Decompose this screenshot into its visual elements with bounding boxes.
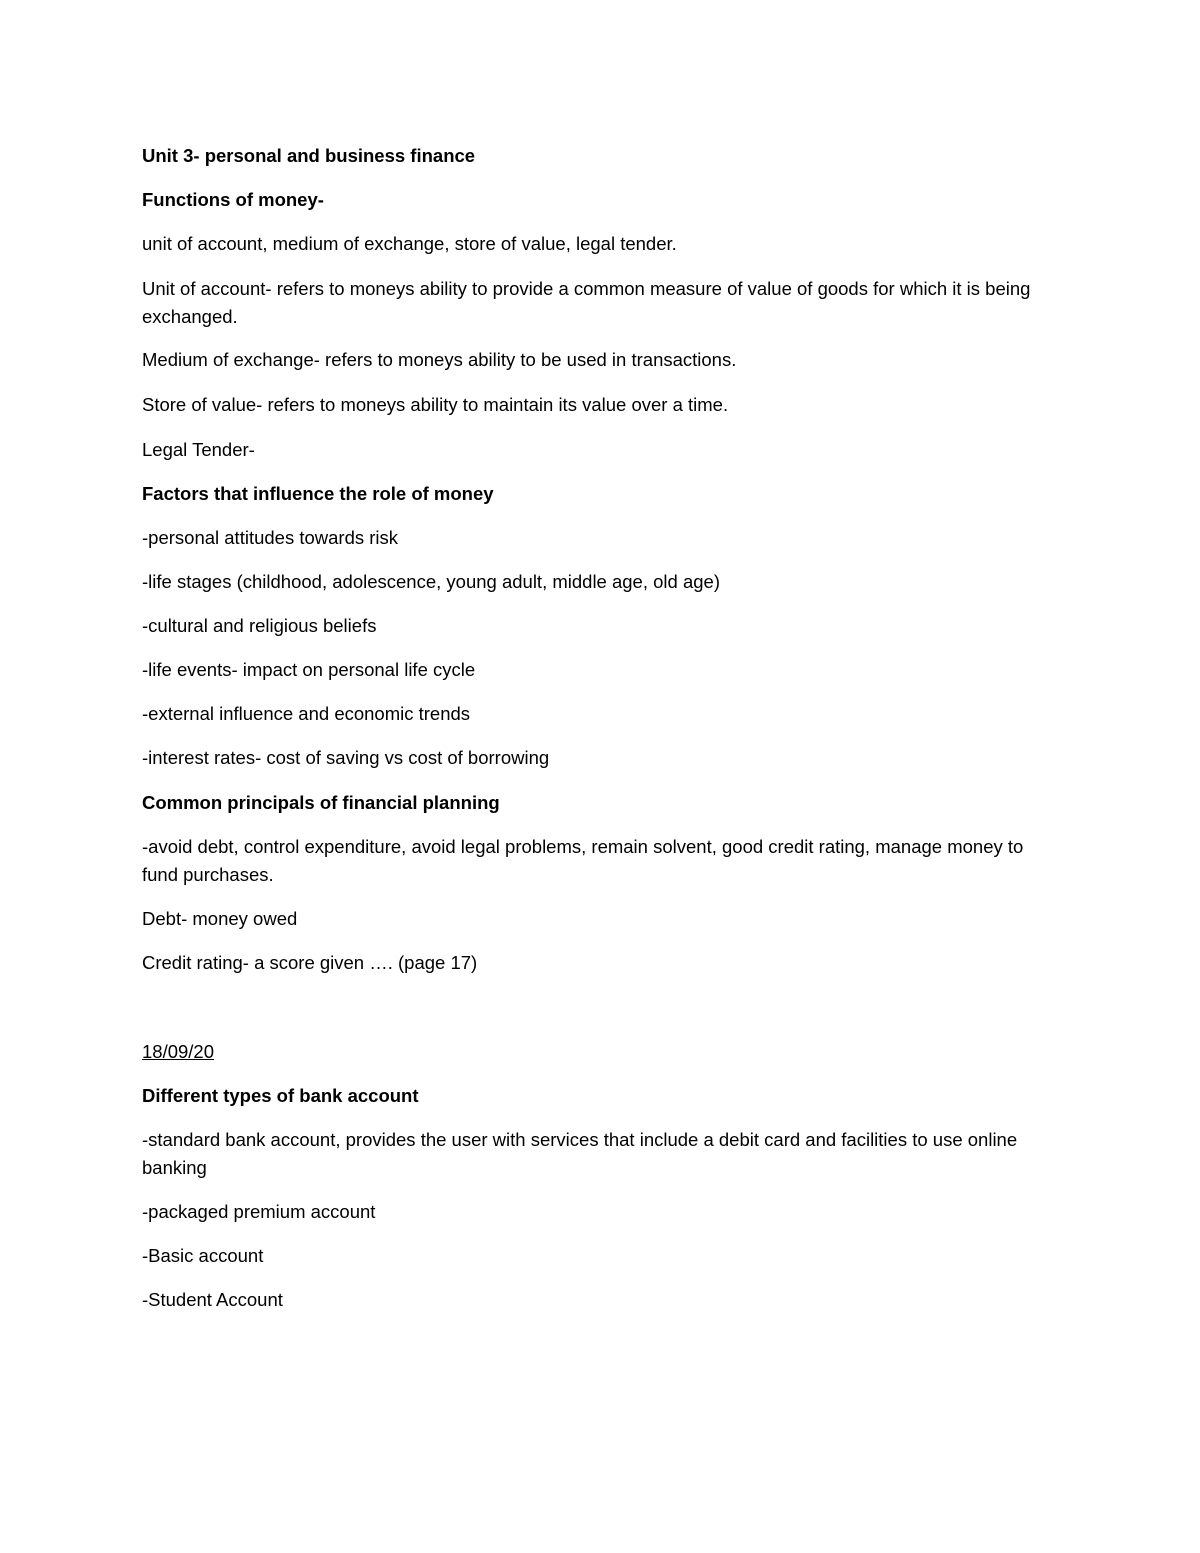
heading-financial-planning: Common principals of financial planning (142, 792, 500, 813)
credit-rating-definition: Credit rating- a score given …. (page 17) (142, 952, 478, 973)
factor-item: -interest rates- cost of saving vs cost of borrowing (142, 747, 550, 768)
unit-of-account-definition: Unit of account- refers to moneys ability to provide a common measure of value of goods for which it is being exchanged. (142, 278, 1031, 327)
medium-of-exchange-definition: Medium of exchange- refers to moneys ability to be used in transactions. (142, 349, 737, 370)
account-item: -standard bank account, provides the user with services that include a debit card and facilities to use online banking (142, 1129, 1018, 1178)
document-title: Unit 3- personal and business finance (142, 145, 476, 166)
factor-item: -cultural and religious beliefs (142, 615, 377, 636)
account-item: -packaged premium account (142, 1201, 376, 1222)
debt-definition: Debt- money owed (142, 908, 298, 929)
legal-tender-definition: Legal Tender- (142, 439, 255, 460)
functions-list: unit of account, medium of exchange, store of value, legal tender. (142, 233, 677, 254)
heading-bank-accounts: Different types of bank account (142, 1085, 419, 1106)
factor-item: -life events- impact on personal life cycle (142, 659, 476, 680)
factor-item: -external influence and economic trends (142, 703, 471, 724)
account-item: -Basic account (142, 1245, 264, 1266)
store-of-value-definition: Store of value- refers to moneys ability to maintain its value over a time. (142, 394, 729, 415)
factor-item: -personal attitudes towards risk (142, 527, 399, 548)
account-item: -Student Account (142, 1289, 283, 1310)
principles-list: -avoid debt, control expenditure, avoid legal problems, remain solvent, good credit rating, manage money to fund purchases. (142, 836, 1024, 885)
factor-item: -life stages (childhood, adolescence, young adult, middle age, old age) (142, 571, 720, 592)
heading-functions-of-money: Functions of money- (142, 189, 324, 210)
heading-factors: Factors that influence the role of money (142, 483, 494, 504)
date-heading: 18/09/20 (142, 1041, 215, 1062)
